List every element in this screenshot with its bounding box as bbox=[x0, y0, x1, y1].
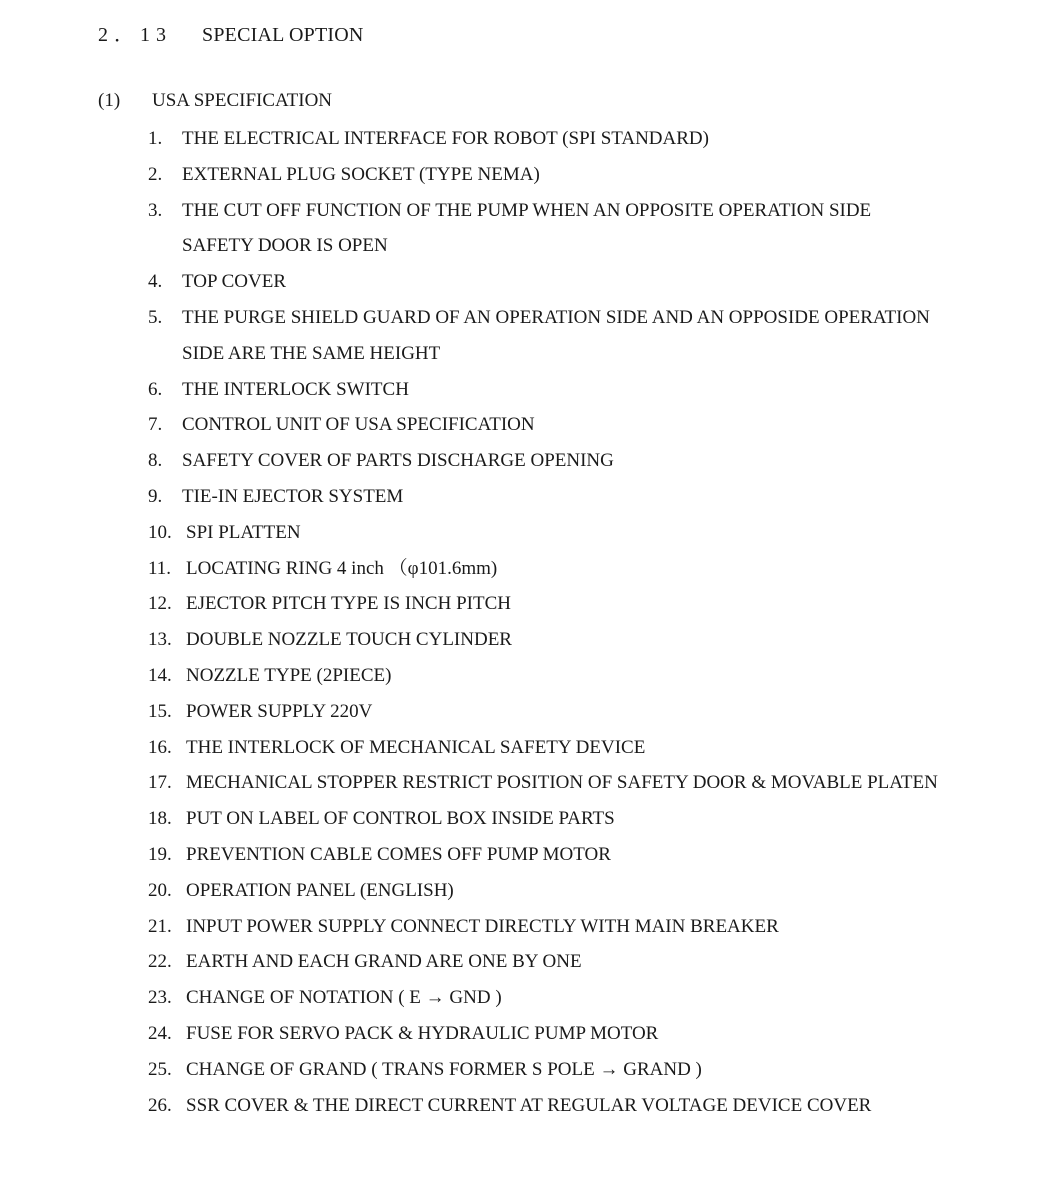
item-number: 5. bbox=[148, 306, 163, 328]
list-item bbox=[148, 1088, 1008, 1124]
list-item bbox=[148, 658, 1008, 694]
item-number: 12. bbox=[148, 593, 172, 615]
list-item bbox=[148, 730, 1008, 766]
list-item bbox=[148, 837, 1008, 873]
item-text: FUSE FOR SERVO PACK & HYDRAULIC PUMP MOTOR bbox=[186, 1022, 659, 1044]
section-number: 2．13 bbox=[98, 24, 172, 46]
list-item bbox=[148, 944, 1008, 980]
list-item bbox=[148, 515, 1008, 551]
item-number: 24. bbox=[148, 1022, 172, 1044]
list-item bbox=[148, 1016, 1008, 1052]
subsection-title: USA SPECIFICATION bbox=[152, 90, 333, 111]
list-item bbox=[148, 801, 1008, 837]
item-number: 20. bbox=[148, 879, 172, 901]
list-item bbox=[148, 300, 1008, 372]
item-text: TIE-IN EJECTOR SYSTEM bbox=[182, 485, 404, 507]
item-text: PUT ON LABEL OF CONTROL BOX INSIDE PARTS bbox=[186, 808, 615, 830]
item-text: CHANGE OF GRAND ( TRANS FORMER S POLE → GRAND ) bbox=[186, 1058, 702, 1080]
item-number: 26. bbox=[148, 1094, 172, 1116]
item-text: CONTROL UNIT OF USA SPECIFICATION bbox=[182, 414, 535, 436]
list-item bbox=[148, 407, 1008, 443]
item-number: 4. bbox=[148, 271, 163, 293]
item-text: SSR COVER & THE DIRECT CURRENT AT REGULAR VOLTAGE DEVICE COVER bbox=[186, 1094, 872, 1116]
item-text: LOCATING RING 4 inch （φ101.6mm) bbox=[186, 557, 498, 579]
item-text: SPI PLATTEN bbox=[186, 521, 301, 543]
section-heading bbox=[98, 18, 364, 47]
list-item bbox=[148, 622, 1008, 658]
item-number: 3. bbox=[148, 199, 163, 221]
list-item bbox=[148, 586, 1008, 622]
subsection-marker: (1) bbox=[98, 90, 121, 111]
item-number: 6. bbox=[148, 378, 163, 400]
item-text: CHANGE OF NOTATION ( E → GND ) bbox=[186, 987, 502, 1009]
list-item bbox=[148, 551, 1008, 587]
list-item bbox=[148, 1052, 1008, 1088]
option-list bbox=[148, 121, 1008, 1123]
item-text: SAFETY COVER OF PARTS DISCHARGE OPENING bbox=[182, 450, 614, 472]
item-text: TOP COVER bbox=[182, 271, 286, 293]
item-number: 15. bbox=[148, 700, 172, 722]
item-number: 13. bbox=[148, 629, 172, 651]
section-title: SPECIAL OPTION bbox=[202, 24, 364, 46]
item-text: THE ELECTRICAL INTERFACE FOR ROBOT (SPI STANDARD) bbox=[182, 128, 709, 149]
item-text: OPERATION PANEL (ENGLISH) bbox=[186, 879, 454, 901]
list-item bbox=[148, 157, 1008, 193]
item-text: THE PURGE SHIELD GUARD OF AN OPERATION SIDE AND AN OPPOSIDE OPERATION SIDE ARE THE SAME HEIGHT bbox=[182, 306, 930, 364]
subsection-heading bbox=[98, 90, 332, 112]
item-number: 7. bbox=[148, 414, 163, 436]
item-text: NOZZLE TYPE (2PIECE) bbox=[186, 664, 392, 686]
item-number: 17. bbox=[148, 772, 172, 794]
list-item bbox=[148, 443, 1008, 479]
list-item bbox=[148, 372, 1008, 408]
item-number: 16. bbox=[148, 736, 172, 758]
item-number: 2. bbox=[148, 163, 163, 185]
list-item bbox=[148, 873, 1008, 909]
item-number: 19. bbox=[148, 843, 172, 865]
item-number: 8. bbox=[148, 450, 163, 472]
list-item bbox=[148, 121, 1008, 157]
item-text: EJECTOR PITCH TYPE IS INCH PITCH bbox=[186, 593, 511, 615]
list-item bbox=[148, 193, 1008, 265]
item-text: DOUBLE NOZZLE TOUCH CYLINDER bbox=[186, 629, 512, 651]
list-item bbox=[148, 980, 1008, 1016]
list-item bbox=[148, 765, 1008, 801]
item-text: INPUT POWER SUPPLY CONNECT DIRECTLY WITH MAIN BREAKER bbox=[186, 915, 779, 937]
list-item bbox=[148, 479, 1008, 515]
item-number: 11. bbox=[148, 557, 172, 579]
list-item bbox=[148, 264, 1008, 300]
item-number: 21. bbox=[148, 915, 172, 937]
item-number: 10. bbox=[148, 521, 172, 543]
item-number: 9. bbox=[148, 485, 163, 507]
item-text: THE INTERLOCK OF MECHANICAL SAFETY DEVICE bbox=[186, 736, 646, 758]
list-item bbox=[148, 909, 1008, 945]
item-text: MECHANICAL STOPPER RESTRICT POSITION OF SAFETY DOOR & MOVABLE PLATEN bbox=[186, 772, 938, 794]
item-number: 1. bbox=[148, 128, 163, 149]
item-text: POWER SUPPLY 220V bbox=[186, 700, 373, 722]
item-text: EXTERNAL PLUG SOCKET (TYPE NEMA) bbox=[182, 163, 540, 185]
item-text: THE CUT OFF FUNCTION OF THE PUMP WHEN AN OPPOSITE OPERATION SIDE SAFETY DOOR IS OPEN bbox=[182, 199, 872, 257]
item-text: PREVENTION CABLE COMES OFF PUMP MOTOR bbox=[186, 843, 611, 865]
item-text: EARTH AND EACH GRAND ARE ONE BY ONE bbox=[186, 951, 582, 973]
item-number: 23. bbox=[148, 987, 172, 1009]
item-number: 25. bbox=[148, 1058, 172, 1080]
list-item bbox=[148, 694, 1008, 730]
item-number: 22. bbox=[148, 951, 172, 973]
item-number: 14. bbox=[148, 664, 172, 686]
item-text: THE INTERLOCK SWITCH bbox=[182, 378, 409, 400]
item-number: 18. bbox=[148, 808, 172, 830]
